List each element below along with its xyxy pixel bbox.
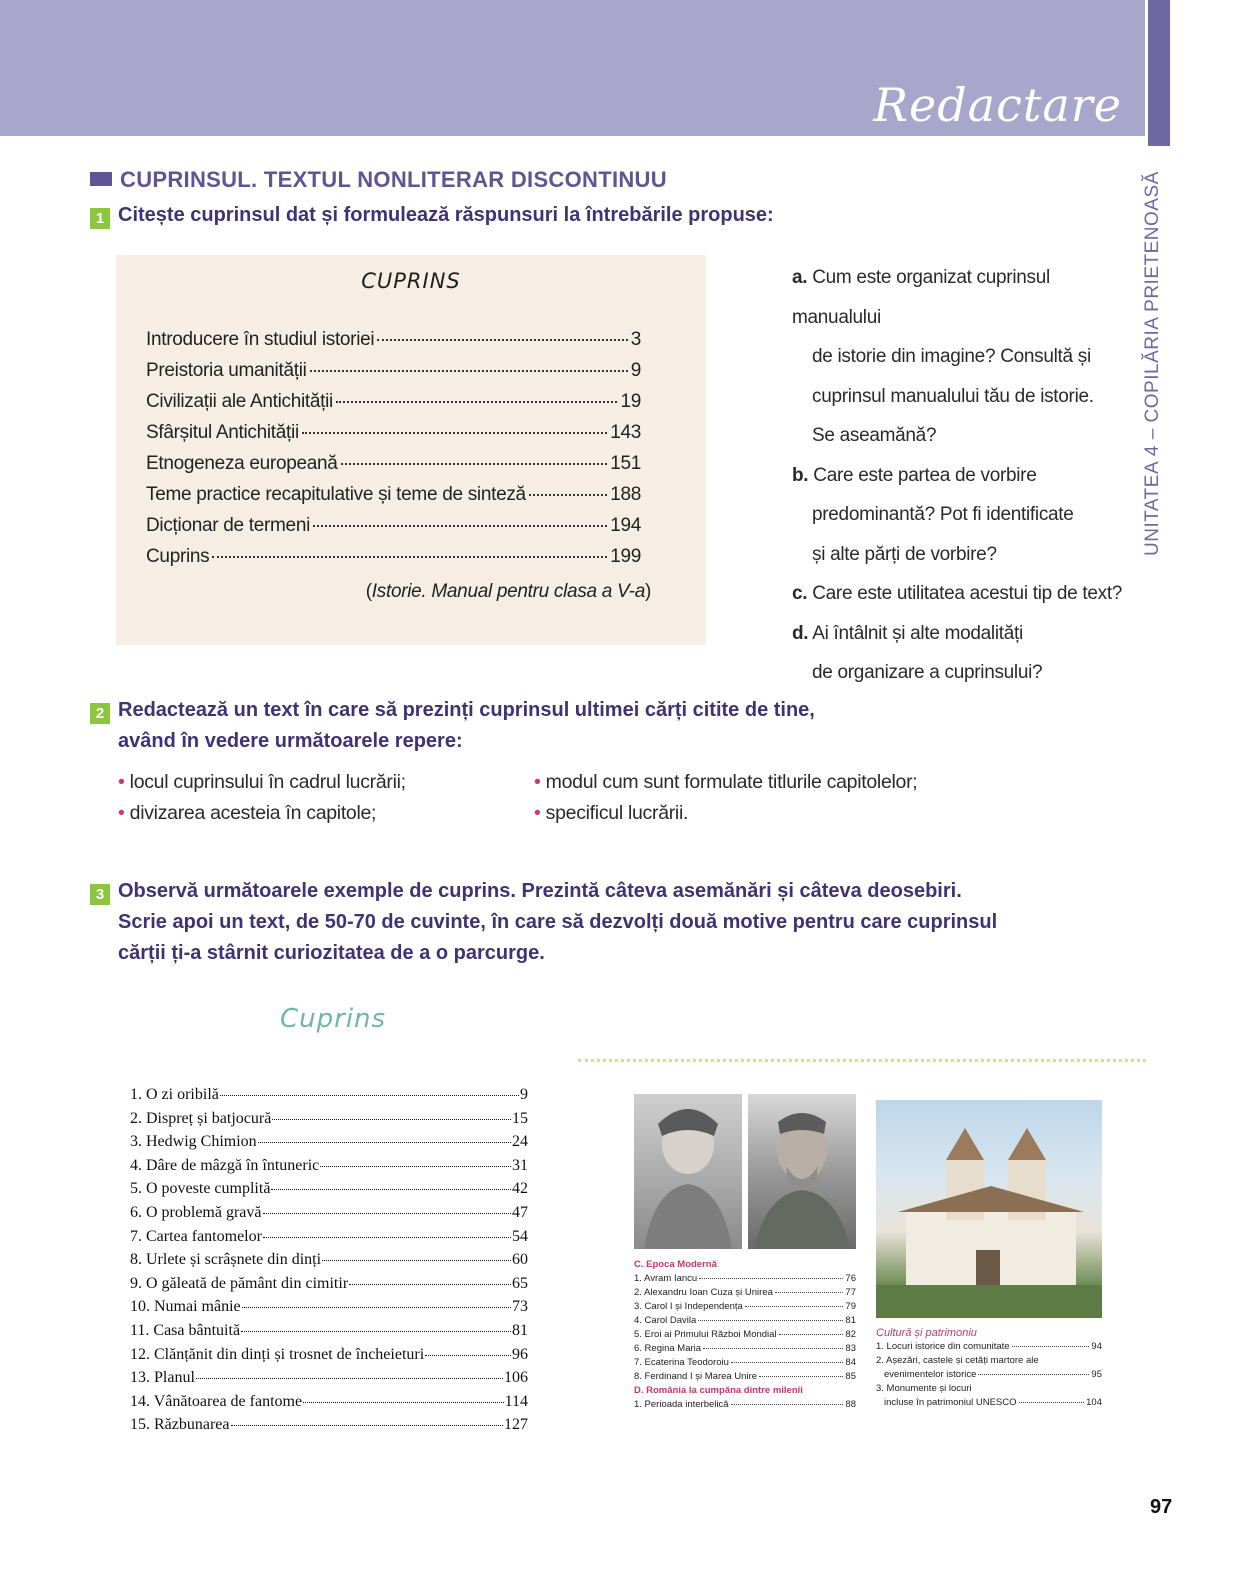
task-1-text: Citește cuprinsul dat și formulează răspunsuri la întrebările propuse: <box>118 204 774 226</box>
list-item: 6. Regina Maria 83 <box>634 1343 856 1354</box>
task-2-bullets-left <box>118 767 406 829</box>
task-2-bullets-right <box>534 767 917 829</box>
list-item: 12. Clănțănit din dinți și trosnet de încheieturi 96 <box>130 1345 528 1363</box>
list-item: 2. Așezări, castele și cetăți martore ale <box>876 1355 1039 1366</box>
list-item: 3. Hedwig Chimion 24 <box>130 1133 528 1151</box>
toc-box <box>116 255 706 645</box>
bullet-item: • specificul lucrării. <box>534 798 917 829</box>
task-3-line-3: cărții ți-a stârnit curiozitatea de a o parcurge. <box>118 942 545 964</box>
monastery-photo <box>876 1100 1102 1318</box>
section-heading: C. Epoca Modernă <box>634 1259 717 1270</box>
task-number-2: 2 <box>90 703 110 724</box>
example-1-list <box>130 1086 528 1440</box>
question-b: b. Care este partea de vorbire predominantă? Pot fi identificate și alte părți de vorbire? <box>792 464 1074 565</box>
question-a: a. Cum este organizat cuprinsul manualului de istorie din imagine? Consultă și cuprinsul manualului tău de istorie. Se aseamănă? <box>792 267 1094 446</box>
list-item: 2. Alexandru Ioan Cuza și Unirea 77 <box>634 1287 856 1298</box>
section-heading: D. România la cumpăna dintre milenii <box>634 1385 803 1396</box>
heading-marker <box>90 172 112 186</box>
section-heading: Cultură și patrimoniu <box>876 1327 977 1339</box>
task-3-line-1: Observă următoarele exemple de cuprins. Prezintă câteva asemănări și câteva deosebiri. <box>118 880 962 902</box>
list-item: 7. Cartea fantomelor 54 <box>130 1227 528 1245</box>
dotted-separator <box>578 1059 1146 1062</box>
toc-title: CUPRINS <box>361 269 461 293</box>
toc-row: Sfârșitul Antichității 143 <box>146 422 641 443</box>
queen-portrait-photo <box>634 1094 742 1249</box>
list-item: 4. Dâre de mâzgă în întuneric 31 <box>130 1156 528 1174</box>
culture-list <box>876 1326 1102 1410</box>
bullet-item: • modul cum sunt formulate titlurile capitolelor; <box>534 767 917 798</box>
list-item: 1. Perioada interbelică 88 <box>634 1399 856 1410</box>
list-item: 15. Răzbunarea 127 <box>130 1416 528 1434</box>
questions-list <box>792 258 1142 693</box>
example-1-title: Cuprins <box>280 1004 387 1034</box>
list-item: 1. Locuri istorice din comunitate 94 <box>876 1341 1102 1352</box>
list-item: 1. O zi oribilă 9 <box>130 1086 528 1103</box>
list-item: evenimentelor istorice 95 <box>884 1369 1102 1380</box>
question-c: c. Care este utilitatea acestui tip de text? <box>792 583 1123 604</box>
list-item: 3. Carol I și Independența 79 <box>634 1301 856 1312</box>
bullet-item: • locul cuprinsului în cadrul lucrării; <box>118 767 406 798</box>
page-heading: CUPRINSUL. TEXTUL NONLITERAR DISCONTINUU <box>120 167 667 192</box>
task-3-line-2: Scrie apoi un text, de 50-70 de cuvinte, în care să dezvolți două motive pentru care cuprinsul <box>118 911 998 933</box>
bullet-item: • divizarea acesteia în capitole; <box>118 798 406 829</box>
list-item: 13. Planul 106 <box>130 1369 528 1387</box>
list-item: 5. Eroi ai Primului Război Mondial 82 <box>634 1329 856 1340</box>
list-item: 10. Numai mânie 73 <box>130 1298 528 1316</box>
list-item: 14. Vânătoarea de fantome 114 <box>130 1392 528 1410</box>
list-item: 7. Ecaterina Teodoroiu 84 <box>634 1357 856 1368</box>
toc-row: Dicționar de termeni 194 <box>146 515 641 536</box>
toc-row: Cuprins 199 <box>146 546 641 567</box>
list-item: incluse în patrimoniul UNESCO 104 <box>884 1397 1102 1408</box>
list-item: 2. Dispreț și batjocură 15 <box>130 1109 528 1127</box>
side-band <box>1148 0 1170 146</box>
page-number: 97 <box>1150 1496 1173 1518</box>
example-2-list <box>634 1258 856 1412</box>
task-2-line-2: având în vedere următoarele repere: <box>118 730 463 752</box>
list-item: 9. O găleată de pământ din cimitir 65 <box>130 1274 528 1292</box>
king-portrait-photo <box>748 1094 856 1249</box>
list-item: 1. Avram Iancu 76 <box>634 1273 856 1284</box>
list-item: 4. Carol Davila 81 <box>634 1315 856 1326</box>
toc-row: Etnogeneza europeană 151 <box>146 453 641 474</box>
list-item: 8. Urlete și scrâșnete din dinți 60 <box>130 1251 528 1269</box>
task-2-line-1: Redactează un text în care să prezinți cuprinsul ultimei cărți citite de tine, <box>118 699 815 721</box>
list-item: 6. O problemă gravă 47 <box>130 1203 528 1221</box>
toc-row: Civilizații ale Antichității 19 <box>146 391 641 412</box>
unit-label: UNITATEA 4 – COPILĂRIA PRIETENOASĂ <box>1142 171 1163 556</box>
task-number-1: 1 <box>90 208 110 229</box>
section-title: Redactare <box>873 78 1122 132</box>
toc-row: Preistoria umanității 9 <box>146 360 641 381</box>
question-d: d. Ai întâlnit și alte modalități de organizare a cuprinsului? <box>792 622 1043 683</box>
list-item: 5. O poveste cumplită 42 <box>130 1180 528 1198</box>
toc-row: Introducere în studiul istoriei 3 <box>146 329 641 350</box>
list-item: 3. Monumente și locuri <box>876 1383 972 1394</box>
toc-source: (Istorie. Manual pentru clasa a V-a) <box>365 581 651 602</box>
task-number-3: 3 <box>90 884 110 905</box>
toc-row: Teme practice recapitulative și teme de sinteză 188 <box>146 484 641 505</box>
list-item: 11. Casa bântuită 81 <box>130 1321 528 1339</box>
list-item: 8. Ferdinand I și Marea Unire 85 <box>634 1371 856 1382</box>
toc-list <box>146 329 641 577</box>
